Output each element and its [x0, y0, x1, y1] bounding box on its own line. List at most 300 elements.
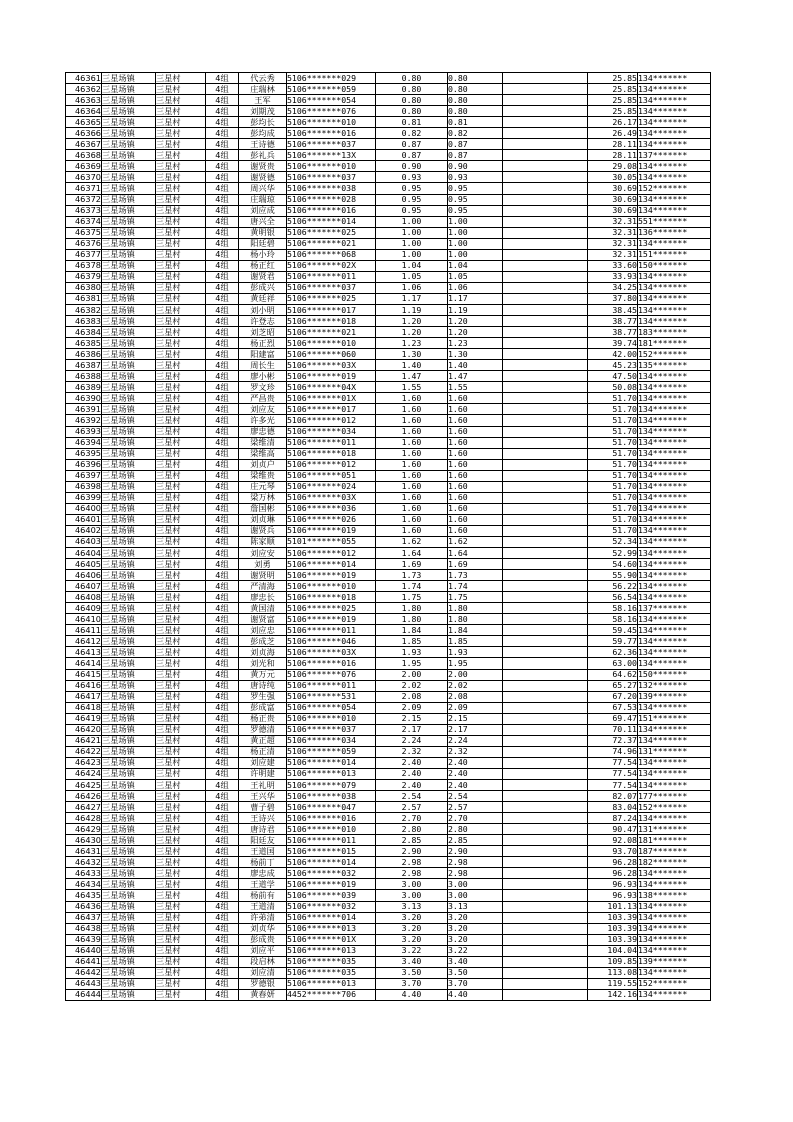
- area-cell: 1.60: [376, 470, 448, 481]
- town-cell: 三星场镇: [102, 625, 156, 636]
- group-cell: 4组: [206, 669, 239, 680]
- phone-cell: 134*******: [638, 934, 711, 945]
- village-cell: 三星村: [156, 371, 206, 382]
- table-row: [66, 768, 711, 779]
- area-cell: 1.55: [376, 382, 448, 393]
- blank-cell: [503, 139, 588, 150]
- area-cell: 1.60: [376, 492, 448, 503]
- phone-cell: 134*******: [638, 592, 711, 603]
- name-cell: 彭成富: [239, 702, 287, 713]
- name-cell: 刘贞琳: [239, 514, 287, 525]
- group-cell: 4组: [206, 824, 239, 835]
- group-cell: 4组: [206, 150, 239, 161]
- area-cell: 1.80: [376, 614, 448, 625]
- town-cell: 三星场镇: [102, 802, 156, 813]
- group-cell: 4组: [206, 735, 239, 746]
- name-cell: 罗德银: [239, 978, 287, 989]
- id-number-cell: 5106*******012: [287, 459, 376, 470]
- town-cell: 三星场镇: [102, 73, 156, 84]
- area-cell: 3.50: [376, 967, 448, 978]
- area-cell: 0.87: [376, 150, 448, 161]
- confirmed-area-cell: 1.62: [448, 536, 503, 547]
- confirmed-area-cell: 0.95: [448, 194, 503, 205]
- blank-cell: [503, 371, 588, 382]
- row-number: 46401: [66, 514, 102, 525]
- town-cell: 三星场镇: [102, 249, 156, 260]
- confirmed-area-cell: 1.84: [448, 625, 503, 636]
- table-row: [66, 559, 711, 570]
- confirmed-area-cell: 1.60: [448, 404, 503, 415]
- town-cell: 三星场镇: [102, 492, 156, 503]
- id-number-cell: 5106*******038: [287, 791, 376, 802]
- row-number: 46385: [66, 338, 102, 349]
- id-number-cell: 5106*******014: [287, 912, 376, 923]
- row-number: 46381: [66, 293, 102, 304]
- town-cell: 三星场镇: [102, 525, 156, 536]
- name-cell: 段启林: [239, 956, 287, 967]
- blank-cell: [503, 492, 588, 503]
- area-cell: 0.93: [376, 172, 448, 183]
- row-number: 46419: [66, 713, 102, 724]
- blank-cell: [503, 106, 588, 117]
- name-cell: 梁万林: [239, 492, 287, 503]
- id-number-cell: 5106*******047: [287, 802, 376, 813]
- village-cell: 三星村: [156, 945, 206, 956]
- confirmed-area-cell: 2.17: [448, 724, 503, 735]
- name-cell: 许登志: [239, 316, 287, 327]
- village-cell: 三星村: [156, 636, 206, 647]
- confirmed-area-cell: 1.74: [448, 581, 503, 592]
- village-cell: 三星村: [156, 625, 206, 636]
- name-cell: 刘应友: [239, 404, 287, 415]
- village-cell: 三星村: [156, 327, 206, 338]
- group-cell: 4组: [206, 702, 239, 713]
- area-cell: 2.32: [376, 746, 448, 757]
- table-row: [66, 802, 711, 813]
- group-cell: 4组: [206, 614, 239, 625]
- blank-cell: [503, 249, 588, 260]
- confirmed-area-cell: 2.40: [448, 780, 503, 791]
- id-number-cell: 4452*******706: [287, 989, 376, 1000]
- area-cell: 2.54: [376, 791, 448, 802]
- row-number: 46438: [66, 923, 102, 934]
- amount-cell: 25.85: [588, 95, 638, 106]
- id-number-cell: 5106*******013: [287, 923, 376, 934]
- name-cell: 谢贤君: [239, 271, 287, 282]
- row-number: 46422: [66, 746, 102, 757]
- id-number-cell: 5106*******032: [287, 901, 376, 912]
- village-cell: 三星村: [156, 757, 206, 768]
- id-number-cell: 5106*******03X: [287, 647, 376, 658]
- table-row: [66, 316, 711, 327]
- village-cell: 三星村: [156, 548, 206, 559]
- table-row: [66, 868, 711, 879]
- group-cell: 4组: [206, 559, 239, 570]
- area-cell: 1.06: [376, 282, 448, 293]
- amount-cell: 67.53: [588, 702, 638, 713]
- table-row: [66, 249, 711, 260]
- row-number: 46383: [66, 316, 102, 327]
- village-cell: 三星村: [156, 978, 206, 989]
- blank-cell: [503, 548, 588, 559]
- amount-cell: 38.45: [588, 304, 638, 315]
- phone-cell: 134*******: [638, 448, 711, 459]
- confirmed-area-cell: 3.20: [448, 934, 503, 945]
- id-number-cell: 5106*******019: [287, 525, 376, 536]
- confirmed-area-cell: 1.00: [448, 216, 503, 227]
- area-cell: 2.98: [376, 857, 448, 868]
- row-number: 46397: [66, 470, 102, 481]
- village-cell: 三星村: [156, 492, 206, 503]
- town-cell: 三星场镇: [102, 989, 156, 1000]
- row-number: 46387: [66, 360, 102, 371]
- area-cell: 1.00: [376, 249, 448, 260]
- group-cell: 4组: [206, 349, 239, 360]
- confirmed-area-cell: 1.55: [448, 382, 503, 393]
- confirmed-area-cell: 1.60: [448, 481, 503, 492]
- area-cell: 2.80: [376, 824, 448, 835]
- row-number: 46398: [66, 481, 102, 492]
- area-cell: 1.05: [376, 271, 448, 282]
- name-cell: 刘光和: [239, 658, 287, 669]
- table-row: [66, 426, 711, 437]
- id-number-cell: 5106*******012: [287, 548, 376, 559]
- blank-cell: [503, 216, 588, 227]
- amount-cell: 28.11: [588, 139, 638, 150]
- area-cell: 0.80: [376, 73, 448, 84]
- blank-cell: [503, 901, 588, 912]
- name-cell: 罗生强: [239, 691, 287, 702]
- amount-cell: 51.70: [588, 470, 638, 481]
- area-cell: 3.40: [376, 956, 448, 967]
- village-cell: 三星村: [156, 791, 206, 802]
- id-number-cell: 5106*******024: [287, 481, 376, 492]
- village-cell: 三星村: [156, 570, 206, 581]
- table-row: [66, 238, 711, 249]
- amount-cell: 30.69: [588, 183, 638, 194]
- village-cell: 三星村: [156, 835, 206, 846]
- blank-cell: [503, 393, 588, 404]
- town-cell: 三星场镇: [102, 260, 156, 271]
- table-row: [66, 746, 711, 757]
- confirmed-area-cell: 1.20: [448, 327, 503, 338]
- group-cell: 4组: [206, 923, 239, 934]
- name-cell: 杨正清: [239, 746, 287, 757]
- blank-cell: [503, 879, 588, 890]
- row-number: 46428: [66, 813, 102, 824]
- id-number-cell: 5106*******014: [287, 216, 376, 227]
- area-cell: 4.40: [376, 989, 448, 1000]
- amount-cell: 82.07: [588, 791, 638, 802]
- group-cell: 4组: [206, 382, 239, 393]
- town-cell: 三星场镇: [102, 183, 156, 194]
- name-cell: 廖小彬: [239, 371, 287, 382]
- phone-cell: 139*******: [638, 691, 711, 702]
- phone-cell: 134*******: [638, 636, 711, 647]
- amount-cell: 92.08: [588, 835, 638, 846]
- group-cell: 4组: [206, 548, 239, 559]
- group-cell: 4组: [206, 459, 239, 470]
- confirmed-area-cell: 2.57: [448, 802, 503, 813]
- row-number: 46388: [66, 371, 102, 382]
- group-cell: 4组: [206, 117, 239, 128]
- blank-cell: [503, 967, 588, 978]
- phone-cell: 135*******: [638, 360, 711, 371]
- amount-cell: 119.55: [588, 978, 638, 989]
- village-cell: 三星村: [156, 559, 206, 570]
- amount-cell: 30.69: [588, 194, 638, 205]
- village-cell: 三星村: [156, 503, 206, 514]
- phone-cell: 134*******: [638, 84, 711, 95]
- group-cell: 4组: [206, 205, 239, 216]
- village-cell: 三星村: [156, 271, 206, 282]
- table-row: [66, 658, 711, 669]
- phone-cell: 134*******: [638, 514, 711, 525]
- table-row: [66, 978, 711, 989]
- row-number: 46443: [66, 978, 102, 989]
- table-row: [66, 989, 711, 1000]
- group-cell: 4组: [206, 912, 239, 923]
- id-number-cell: 5106*******02X: [287, 260, 376, 271]
- area-cell: 1.60: [376, 393, 448, 404]
- name-cell: 刘期茂: [239, 106, 287, 117]
- row-number: 46390: [66, 393, 102, 404]
- town-cell: 三星场镇: [102, 393, 156, 404]
- id-number-cell: 5106*******016: [287, 205, 376, 216]
- row-number: 46402: [66, 525, 102, 536]
- phone-cell: 134*******: [638, 989, 711, 1000]
- village-cell: 三星村: [156, 525, 206, 536]
- name-cell: 刘芝昭: [239, 327, 287, 338]
- blank-cell: [503, 824, 588, 835]
- confirmed-area-cell: 0.93: [448, 172, 503, 183]
- phone-cell: 152*******: [638, 349, 711, 360]
- phone-cell: 134*******: [638, 868, 711, 879]
- confirmed-area-cell: 2.00: [448, 669, 503, 680]
- name-cell: 廖忠成: [239, 868, 287, 879]
- id-number-cell: 5106*******017: [287, 404, 376, 415]
- town-cell: 三星场镇: [102, 139, 156, 150]
- village-cell: 三星村: [156, 139, 206, 150]
- town-cell: 三星场镇: [102, 857, 156, 868]
- blank-cell: [503, 669, 588, 680]
- confirmed-area-cell: 3.40: [448, 956, 503, 967]
- phone-cell: 177*******: [638, 791, 711, 802]
- table-row: [66, 382, 711, 393]
- amount-cell: 58.16: [588, 614, 638, 625]
- name-cell: 黄国清: [239, 603, 287, 614]
- confirmed-area-cell: 2.85: [448, 835, 503, 846]
- row-number: 46386: [66, 349, 102, 360]
- phone-cell: 134*******: [638, 967, 711, 978]
- group-cell: 4组: [206, 724, 239, 735]
- confirmed-area-cell: 0.90: [448, 161, 503, 172]
- id-number-cell: 5106*******059: [287, 84, 376, 95]
- table-row: [66, 183, 711, 194]
- table-row: [66, 857, 711, 868]
- confirmed-area-cell: 1.80: [448, 603, 503, 614]
- village-cell: 三星村: [156, 360, 206, 371]
- row-number: 46434: [66, 879, 102, 890]
- id-number-cell: 5106*******021: [287, 327, 376, 338]
- row-number: 46404: [66, 548, 102, 559]
- town-cell: 三星场镇: [102, 901, 156, 912]
- village-cell: 三星村: [156, 106, 206, 117]
- town-cell: 三星场镇: [102, 172, 156, 183]
- blank-cell: [503, 680, 588, 691]
- town-cell: 三星场镇: [102, 934, 156, 945]
- town-cell: 三星场镇: [102, 824, 156, 835]
- town-cell: 三星场镇: [102, 724, 156, 735]
- phone-cell: 134*******: [638, 548, 711, 559]
- phone-cell: 136*******: [638, 227, 711, 238]
- village-cell: 三星村: [156, 813, 206, 824]
- row-number: 46427: [66, 802, 102, 813]
- phone-cell: 134*******: [638, 525, 711, 536]
- confirmed-area-cell: 1.73: [448, 570, 503, 581]
- phone-cell: 134*******: [638, 172, 711, 183]
- group-cell: 4组: [206, 945, 239, 956]
- confirmed-area-cell: 1.19: [448, 304, 503, 315]
- phone-cell: 134*******: [638, 813, 711, 824]
- row-number: 46395: [66, 448, 102, 459]
- table-row: [66, 735, 711, 746]
- confirmed-area-cell: 2.90: [448, 846, 503, 857]
- name-cell: 黄廷祥: [239, 293, 287, 304]
- blank-cell: [503, 404, 588, 415]
- town-cell: 三星场镇: [102, 282, 156, 293]
- table-row: [66, 923, 711, 934]
- id-number-cell: 5106*******037: [287, 172, 376, 183]
- amount-cell: 54.60: [588, 559, 638, 570]
- town-cell: 三星场镇: [102, 349, 156, 360]
- town-cell: 三星场镇: [102, 227, 156, 238]
- confirmed-area-cell: 1.60: [448, 503, 503, 514]
- name-cell: 刘贞华: [239, 923, 287, 934]
- id-number-cell: 5106*******035: [287, 967, 376, 978]
- group-cell: 4组: [206, 680, 239, 691]
- id-number-cell: 5106*******013: [287, 945, 376, 956]
- table-row: [66, 945, 711, 956]
- group-cell: 4组: [206, 713, 239, 724]
- name-cell: 代云秀: [239, 73, 287, 84]
- blank-cell: [503, 780, 588, 791]
- area-cell: 1.64: [376, 548, 448, 559]
- table-row: [66, 106, 711, 117]
- row-number: 46389: [66, 382, 102, 393]
- blank-cell: [503, 658, 588, 669]
- row-number: 46418: [66, 702, 102, 713]
- id-number-cell: 5106*******011: [287, 625, 376, 636]
- area-cell: 1.60: [376, 481, 448, 492]
- name-cell: 曹子碧: [239, 802, 287, 813]
- confirmed-area-cell: 2.08: [448, 691, 503, 702]
- name-cell: 阳廷友: [239, 835, 287, 846]
- row-number: 46408: [66, 592, 102, 603]
- id-number-cell: 5106*******014: [287, 559, 376, 570]
- amount-cell: 142.16: [588, 989, 638, 1000]
- row-number: 46394: [66, 437, 102, 448]
- table-row: [66, 757, 711, 768]
- table-row: [66, 514, 711, 525]
- phone-cell: 134*******: [638, 415, 711, 426]
- row-number: 46379: [66, 271, 102, 282]
- row-number: 46377: [66, 249, 102, 260]
- confirmed-area-cell: 2.32: [448, 746, 503, 757]
- table-row: [66, 570, 711, 581]
- town-cell: 三星场镇: [102, 680, 156, 691]
- town-cell: 三星场镇: [102, 304, 156, 315]
- name-cell: 彭均成: [239, 128, 287, 139]
- name-cell: 谢贤贵: [239, 161, 287, 172]
- area-cell: 1.95: [376, 658, 448, 669]
- group-cell: 4组: [206, 492, 239, 503]
- row-number: 46362: [66, 84, 102, 95]
- id-number-cell: 5106*******029: [287, 73, 376, 84]
- phone-cell: 181*******: [638, 835, 711, 846]
- row-number: 46407: [66, 581, 102, 592]
- town-cell: 三星场镇: [102, 161, 156, 172]
- amount-cell: 55.90: [588, 570, 638, 581]
- area-cell: 0.81: [376, 117, 448, 128]
- area-cell: 0.95: [376, 183, 448, 194]
- group-cell: 4组: [206, 647, 239, 658]
- village-cell: 三星村: [156, 802, 206, 813]
- town-cell: 三星场镇: [102, 238, 156, 249]
- confirmed-area-cell: 3.13: [448, 901, 503, 912]
- village-cell: 三星村: [156, 316, 206, 327]
- name-cell: 梁维高: [239, 448, 287, 459]
- confirmed-area-cell: 2.24: [448, 735, 503, 746]
- phone-cell: 151*******: [638, 249, 711, 260]
- blank-cell: [503, 316, 588, 327]
- area-cell: 1.47: [376, 371, 448, 382]
- town-cell: 三星场镇: [102, 581, 156, 592]
- confirmed-area-cell: 0.80: [448, 73, 503, 84]
- amount-cell: 39.74: [588, 338, 638, 349]
- group-cell: 4组: [206, 901, 239, 912]
- group-cell: 4组: [206, 216, 239, 227]
- group-cell: 4组: [206, 768, 239, 779]
- phone-cell: 134*******: [638, 470, 711, 481]
- village-cell: 三星村: [156, 304, 206, 315]
- name-cell: 唐诗君: [239, 824, 287, 835]
- confirmed-area-cell: 2.54: [448, 791, 503, 802]
- blank-cell: [503, 934, 588, 945]
- row-number: 46421: [66, 735, 102, 746]
- village-cell: 三星村: [156, 581, 206, 592]
- name-cell: 杨正贵: [239, 713, 287, 724]
- id-number-cell: 5106*******051: [287, 470, 376, 481]
- id-number-cell: 5106*******04X: [287, 382, 376, 393]
- blank-cell: [503, 835, 588, 846]
- phone-cell: 150*******: [638, 669, 711, 680]
- phone-cell: 152*******: [638, 183, 711, 194]
- table-row: [66, 592, 711, 603]
- village-cell: 三星村: [156, 426, 206, 437]
- blank-cell: [503, 227, 588, 238]
- village-cell: 三星村: [156, 183, 206, 194]
- name-cell: 罗德清: [239, 724, 287, 735]
- amount-cell: 32.31: [588, 227, 638, 238]
- table-row: [66, 691, 711, 702]
- village-cell: 三星村: [156, 967, 206, 978]
- amount-cell: 56.54: [588, 592, 638, 603]
- id-number-cell: 5106*******026: [287, 514, 376, 525]
- phone-cell: 137*******: [638, 150, 711, 161]
- row-number: 46370: [66, 172, 102, 183]
- phone-cell: 182*******: [638, 857, 711, 868]
